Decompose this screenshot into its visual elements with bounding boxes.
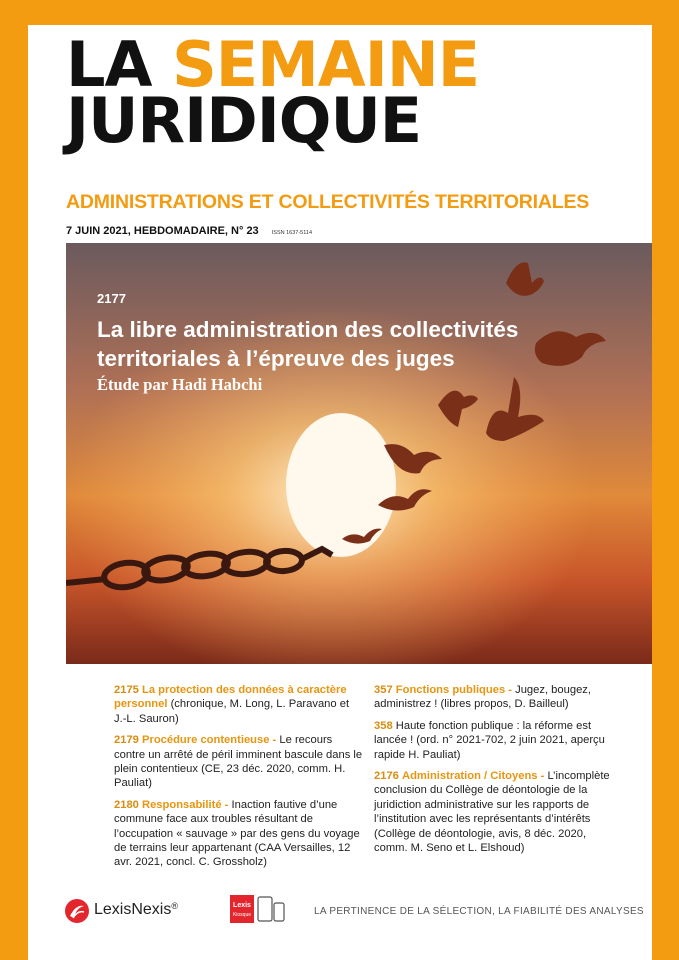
hero-article-number: 2177 <box>97 291 126 306</box>
footer <box>28 895 652 925</box>
toc-item-number: 2180 <box>114 798 139 811</box>
hero-illustration <box>66 243 652 664</box>
hero-title: La libre administration des collectivités territoriales à l’épreuve des juges <box>97 317 519 371</box>
toc-item[interactable] <box>114 683 364 726</box>
cover-page <box>28 25 652 960</box>
issue-dateline <box>66 225 312 237</box>
lexisnexis-brand[interactable] <box>94 901 178 919</box>
toc-item-text: Jugez, bougez, administrez ! (libres propos, D. Bailleul) <box>374 684 591 711</box>
toc-item-text: Haute fonction publique : la réforme est lancée ! (ord. n° 2021-702, 2 juin 2021, aperçu rapide H. Pauliat) <box>374 719 605 761</box>
issue-date: 7 JUIN 2021, HEBDOMADAIRE, N° 23 <box>66 225 259 237</box>
toc-item-number: 358 <box>374 719 393 732</box>
hero-image <box>66 243 652 664</box>
toc-item-number: 2176 <box>374 770 399 783</box>
toc-item-keyword: Administration / Citoyens - <box>402 770 545 783</box>
masthead-semaine: SEMAINE <box>172 28 480 101</box>
masthead-title <box>66 28 480 157</box>
kiosque-label-top: Lexis <box>233 902 251 909</box>
toc-item-text: Le recours contre un arrêté de péril imminent bascule dans le plein contentieux (CE, 23 déc. 2020, comm. H. Pauliat) <box>114 734 363 790</box>
toc-item-number: 357 <box>374 684 393 696</box>
lexisnexis-logo-icon <box>64 898 90 924</box>
toc-item-text: Inaction fautive d’une commune face aux troubles résultant de l’occupation « sauvage » par des gens du voyage de terrains leur appartenant (CAA Versailles, 12 avr. 2021, concl. C. Grossholz) <box>114 798 360 869</box>
lexisnexis-registered-mark: ® <box>171 901 178 911</box>
toc-item-number: 2175 <box>114 684 139 696</box>
toc-item[interactable] <box>374 683 612 712</box>
toc-item-keyword: Fonctions publiques - <box>395 684 512 696</box>
masthead-juridique: JURIDIQUE <box>66 84 422 157</box>
toc-left-column <box>114 683 364 877</box>
toc-item-text: L’incomplète conclusion du Collège de déontologie de la juridiction administrative sur les rapports de l’institution avec les représentants d’intérêts (Collège de déontologie, avis, 8 déc. 2020, comm. M. Seno et L. Elshoud) <box>374 770 610 855</box>
kiosque-label-bottom: Kiosque <box>232 912 252 918</box>
toc-item[interactable] <box>374 769 612 855</box>
masthead-la: LA <box>66 28 152 101</box>
toc-right-column <box>374 683 612 862</box>
sun-icon <box>286 413 396 557</box>
toc-item[interactable] <box>114 733 364 791</box>
issn: ISSN 1637-5114 <box>271 230 313 236</box>
toc-item[interactable] <box>374 719 612 762</box>
toc-item-number: 2179 <box>114 734 139 747</box>
toc-item-keyword: Responsabilité - <box>142 798 229 811</box>
toc-item-keyword: La protection des données à caractère personnel <box>114 684 347 711</box>
kiosque-device-icon[interactable] <box>230 895 286 923</box>
hero-author: Étude par Hadi Habchi <box>97 375 263 394</box>
masthead-subtitle: ADMINISTRATIONS ET COLLECTIVITÉS TERRITORIALES <box>66 191 590 213</box>
toc-item-text: (chronique, M. Long, L. Paravano et J.-L. Sauron) <box>114 698 350 725</box>
toc-item[interactable] <box>114 798 364 870</box>
footer-slogan: LA PERTINENCE DE LA SÉLECTION, LA FIABILITÉ DES ANALYSES <box>314 906 644 917</box>
lexisnexis-wordmark: LexisNexis <box>94 901 172 918</box>
toc-item-keyword: Procédure contentieuse - <box>142 734 277 747</box>
